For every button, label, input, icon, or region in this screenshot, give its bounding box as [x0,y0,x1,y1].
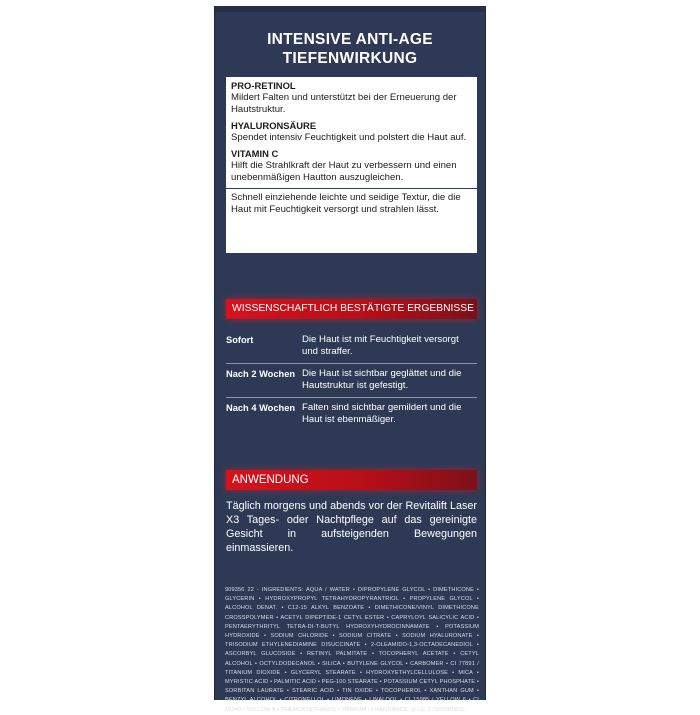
ingredient-title-pro-retinol: PRO-RETINOL [231,80,296,91]
ingredient-text-hyaluronsaeure: Spendet intensiv Feuchtigkeit und polstert die Haut auf. [231,132,467,143]
ingredients-list: 909356 22 - INGREDIENTS: AQUA / WATER • DIPROPYLENE GLYCOL • DIMETHICONE • GLYCERIN • HYDROXYPROPYL TETRAHYDROPYRANTRIOL • PROPYLENE GLYCOL • ALCOHOL DENAT. • C12-15 ALKYL BENZOATE • DIMETHICONE/VINYL DIMETHICONE CROSSPOLYMER • ACETYL DIPEPTIDE-1 CETYL ESTER • CAPRYLOYL SALICYLIC ACID • PENTAERYTHRITYL TETRA-DI-T-BUTYL HYDROXYHYDROCINNAMATE • POTASSIUM HYDROXIDE • SODIUM CHLORIDE • SODIUM CITRATE • SODIUM HYALURONATE • TRISODIUM ETHYLENEDIAMINE DISUCCINATE • 2-OLEAMIDO-1,3-OCTADECANEDIOL • ASCORBYL GLUCOSIDE • RETINYL PALMITATE • TOCOPHERYL ACETATE • CETYL ALCOHOL • OCTYLDODECANOL • SILICA • BUTYLENE GLYCOL • CARBOMER • CI 77891 / TITANIUM DIOXIDE • GLYCERYL STEARATE • HYDROXYETHYLCELLULOSE • MICA • MYRISTIC ACID • PALMITIC ACID • PEG-100 STEARATE • POTASSIUM CETYL PHOSPHATE • SORBITAN LAURATE • STEARIC ACID • TIN OXIDE • TOCOPHEROL • XANTHAN GUM • BENZYL ALCOHOL • CITRONELLOL • LIMONENE • LINALOOL • CI 15985 / YELLOW 6 • CI 19140 / YELLOW 5 • PHENOXYETHANOL • PARFUM / FRAGRANCE. (F.I.L. Z70020818/1). [225,587,479,713]
results-table [226,330,477,431]
usage-text: Täglich morgens und abends vor der Revitalift Laser X3 Tages- oder Nachtpflege auf das gereinigte Gesicht in aufsteigenden Bewegungen einmassieren. [226,500,477,554]
results-row-label: Nach 4 Wochen [226,403,296,413]
headline-line-2: TIEFENWIRKUNG [282,50,418,67]
results-heading: WISSENSCHAFTLICH BESTÄTIGTE ERGEBNISSE [226,299,477,319]
results-row-label: Nach 2 Wochen [226,369,296,379]
results-row-text: Die Haut ist sichtbar geglättet und die Hautstruktur ist gefestigt. [302,368,462,391]
product-headline [215,30,485,68]
results-row-label: Sofort [226,335,254,345]
results-row-text: Falten sind sichtbar gemildert und die Haut ist ebenmäßiger. [302,402,462,425]
results-row-text: Die Haut ist mit Feuchtigkeit versorgt und straffer. [302,334,459,357]
ingredient-text-pro-retinol: Mildert Falten und unterstützt bei der Erneuerung der Hautstruktur. [231,92,457,115]
headline-line-1: INTENSIVE ANTI-AGE [267,31,433,48]
results-row [226,364,477,398]
box-top-flap [215,6,485,12]
results-row [226,330,477,364]
ingredient-title-hyaluronsaeure: HYALURONSÄURE [231,120,317,131]
panel-divider [226,188,477,189]
usage-heading: ANWENDUNG [226,470,477,490]
product-box-back [214,6,486,713]
texture-text: Schnell einziehende leichte und seidige Textur, die die Haut mit Feuchtigkeit versorgt und strahlen lässt. [231,192,461,215]
ingredient-title-vitamin-c: VITAMIN C [231,148,279,159]
results-row [226,398,477,431]
ingredient-text-vitamin-c: Hilft die Strahlkraft der Haut zu verbessern und einen unebenmäßigen Hautton auszugleichen. [231,160,457,183]
ingredients-highlight-panel [226,77,477,253]
